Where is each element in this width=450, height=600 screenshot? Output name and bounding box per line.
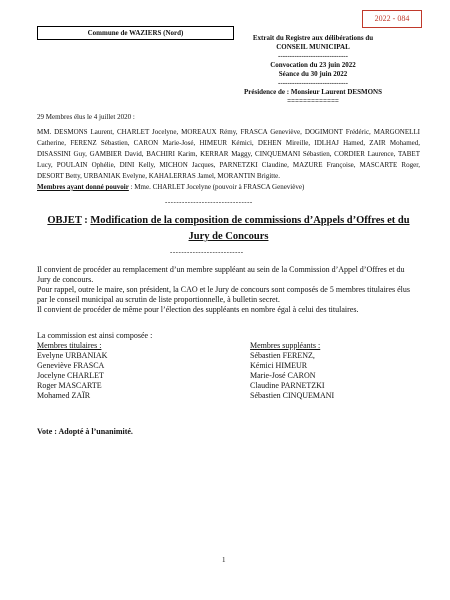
register-separator-1: ------------------------------ [278,52,348,60]
titulaires-header: Membres titulaires : [37,341,102,350]
register-title-line2: CONSEIL MUNICIPAL [276,43,350,51]
suppleant-name: Kémici HIMEUR [250,361,308,370]
deliberation-body [37,265,420,315]
titulaires-column [37,341,107,401]
objet-title-line2: Jury de Concours [188,231,269,242]
separator-dashes-2: -------------------------- [170,248,244,256]
page-number: 1 [222,556,226,564]
suppleant-name: Marie-José CARON [250,371,316,380]
proxy-label: Membres ayant donné pouvoir [37,183,129,191]
reference-number-box: 2022 - 084 [362,10,422,28]
suppleants-column [250,341,334,401]
objet-label: OBJET [47,215,82,226]
separator-dashes-1: ------------------------------- [165,198,253,206]
members-count: 29 Membres élus le 4 juillet 2020 : [37,113,135,121]
vote-result: Vote : Adopté à l’unanimité. [37,427,133,436]
suppleant-name: Claudine PARNETZKI [250,381,325,390]
suppleants-header: Membres suppléants : [250,341,321,350]
register-separator-3: ============= [287,97,339,105]
proxy-line [37,183,304,191]
body-paragraph-3: Il convient de procéder de même pour l’élection des suppléants en nombre égal à celui des titulaires. [37,305,359,314]
convocation-date: Convocation du 23 juin 2022 [270,61,356,69]
titulaire-name: Jocelyne CHARLET [37,371,104,380]
seance-date: Séance du 30 juin 2022 [278,70,348,78]
commune-header-box: Commune de WAZIERS (Nord) [37,26,234,40]
members-list: MM. DESMONS Laurent, CHARLET Jocelyne, MOREAUX Rémy, FRASCA Geneviève, DOGIMONT Frédéric, MARGONELLI Catherine, FERENZ Sébastien, CARON Marie-José, HIMEUR Kémici, DEHEN Mireille, IDLHAJ Hamed, ZAIR Mohamed, DISASSINI Guy, GAMBIER David, BACHIRI Karim, KERRAR Maggy, CINQUEMANI Sébastien, CORDIER Laurence, TABET Lucy, POULAIN Ophélie, DINI Kelly, MICHON Jacques, PARNETZKI Claudine, MAZURE Françoise, MASCARTE Roger, DESORT Betty, URBANIAK Evelyne, KAHALERRAS Jamel, MORANTIN Brigitte. [37,128,420,180]
suppleant-name: Sébastien CINQUEMANI [250,391,335,400]
titulaire-name: Roger MASCARTE [37,381,102,390]
proxy-text: : Mme. CHARLET Jocelyne (pouvoir à FRASCA Geneviève) [128,183,305,191]
titulaire-name: Evelyne URBANIAK [37,351,108,360]
commission-intro: La commission est ainsi composée : [37,331,153,340]
objet-heading: OBJET : Modification de la composition de commissions d’Appels d’Offres et du Jury de Concours [47,215,410,242]
register-header [228,34,398,106]
register-title-line1: Extrait du Registre aux délibérations du [252,34,374,42]
titulaire-name: Geneviève FRASCA [37,361,105,370]
titulaire-name: Mohamed ZAÏR [37,391,91,400]
body-paragraph-1: Il convient de procéder au remplacement d’un membre suppléant au sein de la Commission d’Appel d’Offres et du Jury de concours. [37,265,405,284]
presidence: Présidence de : Monsieur Laurent DESMONS [244,88,382,96]
objet-title-line1: Modification de la composition de commissions d’Appels d’Offres et du [90,215,410,226]
register-separator-2: ------------------------------ [278,79,348,87]
body-paragraph-2: Pour rappel, outre le maire, son président, la CAO et le Jury de concours sont composés de 5 membres titulaires élus par le conseil municipal au scrutin de liste proportionnelle, à bulletin secret. [37,285,411,304]
suppleant-name: Sébastien FERENZ, [250,351,315,360]
